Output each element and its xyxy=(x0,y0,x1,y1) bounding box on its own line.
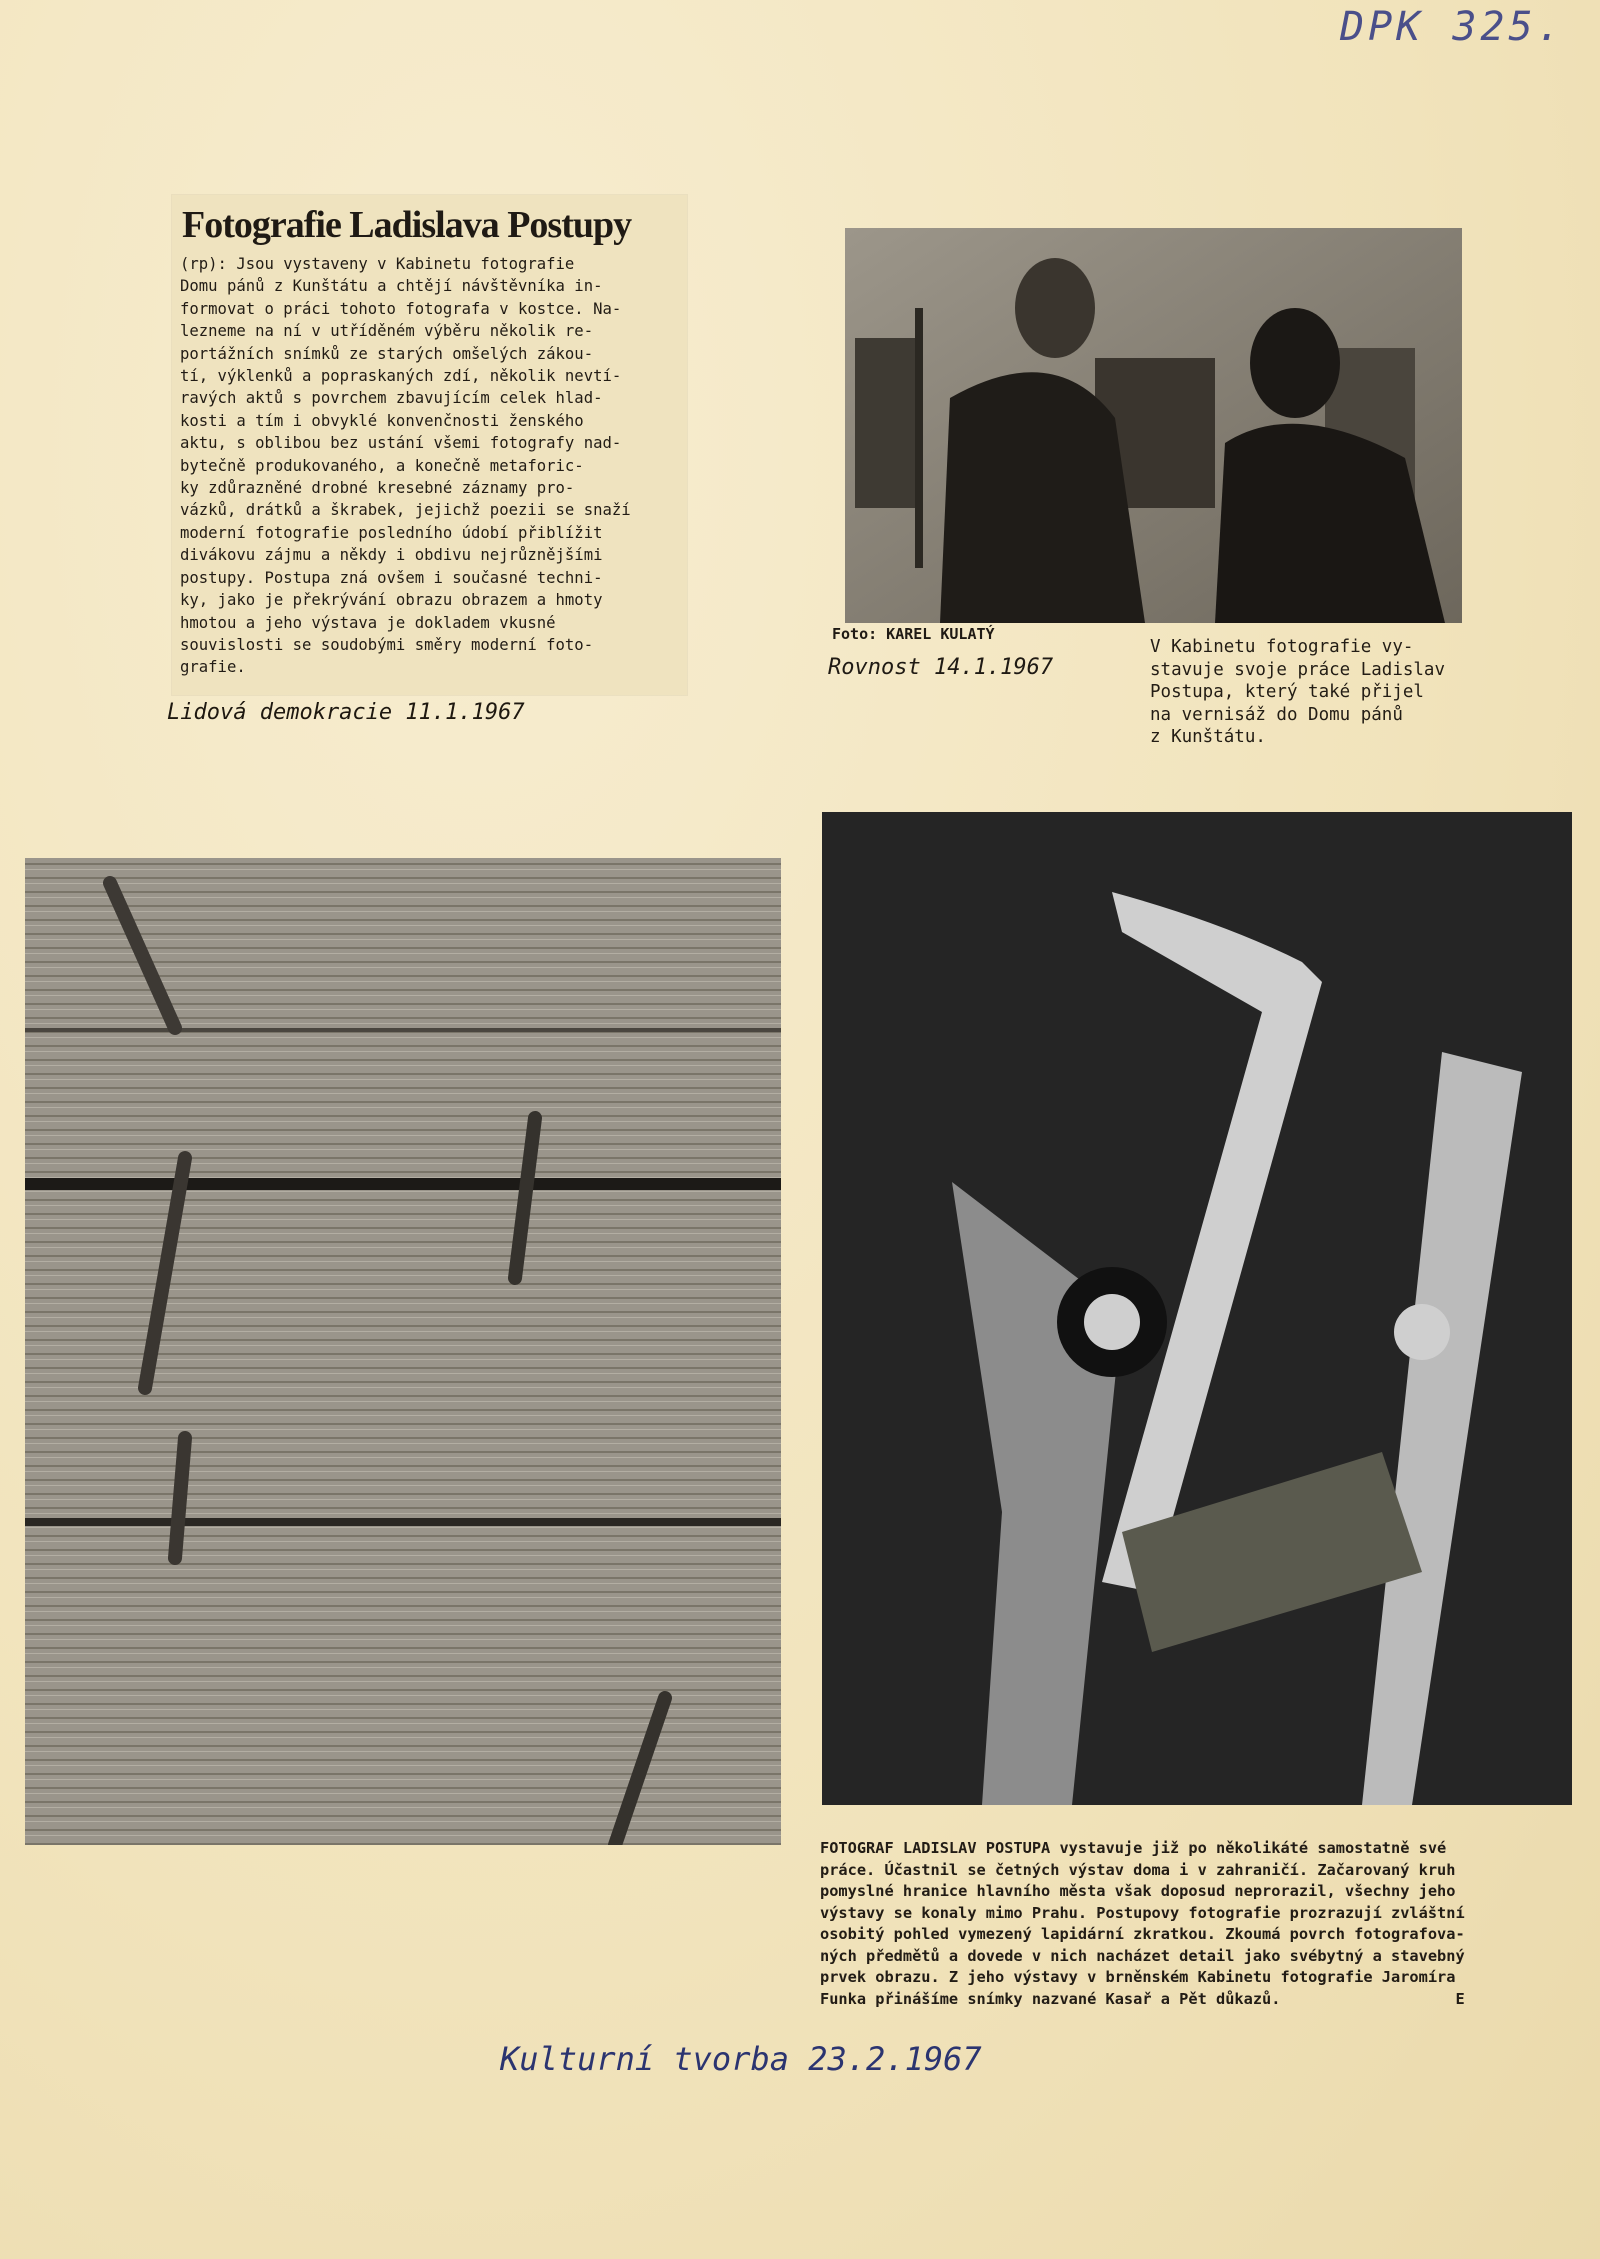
caption-line: pomyslné hranice hlavního města však doposud neprorazil, všechny jeho xyxy=(820,1882,1456,1900)
body-line: portážních snímků ze starých omšelých zákou- xyxy=(180,344,594,363)
caption-line: Postupa, který také přijel xyxy=(1150,682,1424,702)
body-line: hmotou a jeho výstava je dokladem vkusné xyxy=(180,613,556,632)
body-line: formovat o práci tohoto fotografa v kostce. Na- xyxy=(180,299,622,318)
handwritten-source-note: Lidová demokracie 11.1.1967 xyxy=(167,700,525,725)
body-line: ky zdůrazněné drobné kresebné záznamy pro- xyxy=(180,479,575,498)
clipping-headline: Fotografie Ladislava Postupy xyxy=(182,204,632,246)
body-line: souvislosti se soudobými směry moderní foto- xyxy=(180,635,594,654)
body-line: ravých aktů s povrchem zbavujícím celek hlad- xyxy=(180,389,603,408)
photo-kasar-tool-image xyxy=(822,812,1572,1805)
body-line: lezneme na ní v utříděném výběru několik re- xyxy=(180,322,594,341)
caption-line: práce. Účastnil se četných výstav doma i v zahraničí. Začarovaný kruh xyxy=(820,1860,1456,1879)
caption-line: ných předmětů a dovede v nich nacházet detail jako svébytný a stavebný xyxy=(820,1946,1465,1965)
caption-line: V Kabinetu fotografie vy- xyxy=(1150,637,1414,657)
body-line: kosti a tím i obvyklé konvenčnosti ženského xyxy=(180,411,584,430)
body-line: divákovu zájmu a někdy i obdivu nejrůznějšími xyxy=(180,546,603,565)
caption-line: FOTOGRAF LADISLAV POSTUPA vystavuje již po několikáté samostatně své xyxy=(820,1839,1447,1857)
caption-line: Funka přinášíme snímky nazvané Kasař a Pět důkazů. E xyxy=(820,1989,1465,2008)
body-line: moderní fotografie posledního údobí přiblížit xyxy=(180,523,603,542)
body-line: (rp): Jsou vystaveny v Kabinetu fotografie xyxy=(180,255,575,273)
body-line: Domu pánů z Kunštátu a chtějí návštěvníka in- xyxy=(180,277,603,296)
clipping-lidova-demokracie xyxy=(172,195,687,695)
body-line: grafie. xyxy=(180,658,246,677)
caption-line: stavuje svoje práce Ladislav xyxy=(1150,659,1446,680)
photo-exhibition-opening xyxy=(845,228,1462,623)
clipping-kulturni-tvorba-caption xyxy=(820,1838,1572,2010)
photo-wooden-planks-image xyxy=(25,858,781,1845)
photo-caption xyxy=(1150,636,1460,749)
body-line: aktu, s oblibou bez ustání všemi fotografy nad- xyxy=(180,434,622,453)
photo-exhibition-opening-image xyxy=(845,228,1462,623)
photo-credit: Foto: KAREL KULATÝ xyxy=(832,625,995,643)
clipping-body xyxy=(180,253,673,679)
handwritten-source-note: Rovnost 14.1.1967 xyxy=(828,655,1054,680)
handwritten-source-note: Kulturní tvorba 23.2.1967 xyxy=(500,2040,982,2078)
photo-kasar-tool xyxy=(822,812,1572,1805)
archive-code: DPK 325. xyxy=(1340,4,1565,50)
body-line: vázků, drátků a škrabek, jejichž poezii se snaží xyxy=(180,501,631,520)
caption-line: prvek obrazu. Z jeho výstavy v brněnském Kabinetu fotografie Jaromíra xyxy=(820,1968,1456,1986)
body-line: ky, jako je překrývání obrazu obrazem a hmoty xyxy=(180,591,603,610)
caption-line: výstavy se konaly mimo Prahu. Postupovy fotografie prozrazují zvláštní xyxy=(820,1903,1465,1922)
body-line: tí, výklenků a popraskaných zdí, několik nevtí- xyxy=(180,367,622,386)
photo-wooden-planks-with-nails xyxy=(25,858,781,1845)
body-line: postupy. Postupa zná ovšem i současné techni- xyxy=(180,568,603,587)
caption-line: osobitý pohled vymezený lapidární zkratkou. Zkoumá povrch fotografova- xyxy=(820,1925,1465,1943)
caption-line: z Kunštátu. xyxy=(1150,727,1266,747)
body-line: bytečně produkovaného, a konečně metaforic- xyxy=(180,456,584,475)
caption-line: na vernisáž do Domu pánů xyxy=(1150,704,1403,725)
